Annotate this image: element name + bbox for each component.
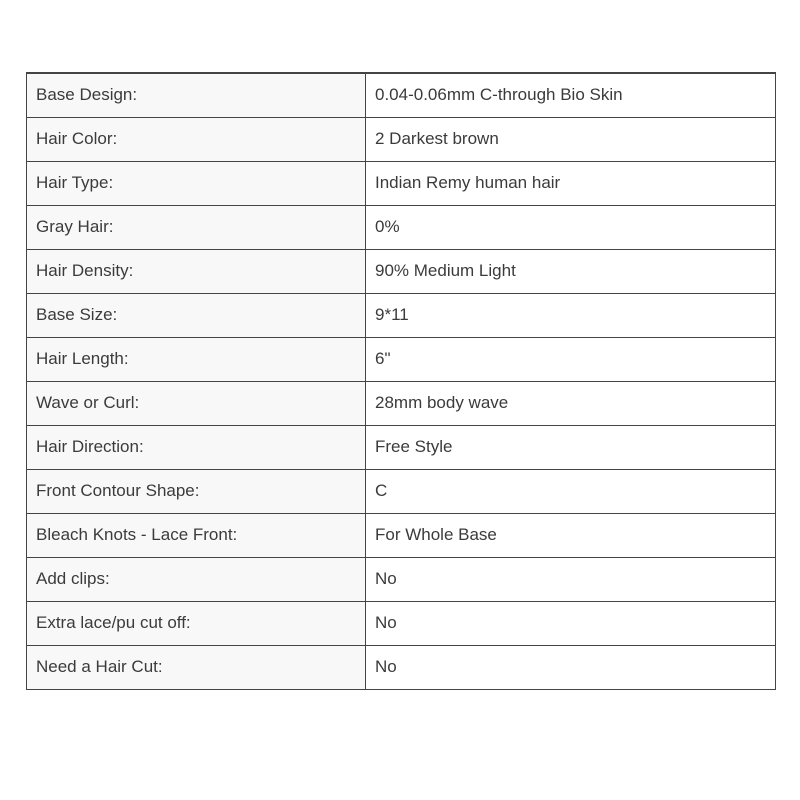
table-row	[27, 469, 776, 513]
spec-label-add-clips: Add clips:	[27, 557, 366, 601]
table-row	[27, 513, 776, 557]
spec-label-wave-or-curl: Wave or Curl:	[27, 381, 366, 425]
table-row	[27, 381, 776, 425]
spec-value-base-size: 9*11	[366, 293, 776, 337]
spec-value-hair-density: 90% Medium Light	[366, 249, 776, 293]
spec-value-hair-type: Indian Remy human hair	[366, 161, 776, 205]
spec-label-base-design: Base Design:	[27, 73, 366, 117]
spec-value-need-hair-cut: No	[366, 645, 776, 689]
spec-value-front-contour-shape: C	[366, 469, 776, 513]
table-row	[27, 425, 776, 469]
spec-value-gray-hair: 0%	[366, 205, 776, 249]
spec-value-hair-color: 2 Darkest brown	[366, 117, 776, 161]
spec-value-hair-direction: Free Style	[366, 425, 776, 469]
product-spec-table	[26, 72, 776, 690]
table-row	[27, 73, 776, 117]
spec-value-extra-lace-cut-off: No	[366, 601, 776, 645]
table-row	[27, 337, 776, 381]
spec-label-hair-direction: Hair Direction:	[27, 425, 366, 469]
spec-label-hair-color: Hair Color:	[27, 117, 366, 161]
spec-value-wave-or-curl: 28mm body wave	[366, 381, 776, 425]
spec-label-hair-length: Hair Length:	[27, 337, 366, 381]
spec-label-extra-lace-cut-off: Extra lace/pu cut off:	[27, 601, 366, 645]
table-row	[27, 205, 776, 249]
spec-value-add-clips: No	[366, 557, 776, 601]
table-row	[27, 601, 776, 645]
spec-value-bleach-knots: For Whole Base	[366, 513, 776, 557]
spec-table-body	[27, 73, 776, 689]
spec-label-base-size: Base Size:	[27, 293, 366, 337]
table-row	[27, 557, 776, 601]
table-row	[27, 249, 776, 293]
table-row	[27, 645, 776, 689]
spec-label-need-hair-cut: Need a Hair Cut:	[27, 645, 366, 689]
spec-label-front-contour-shape: Front Contour Shape:	[27, 469, 366, 513]
spec-value-base-design: 0.04-0.06mm C-through Bio Skin	[366, 73, 776, 117]
spec-label-hair-type: Hair Type:	[27, 161, 366, 205]
spec-label-gray-hair: Gray Hair:	[27, 205, 366, 249]
spec-value-hair-length: 6"	[366, 337, 776, 381]
table-row	[27, 117, 776, 161]
table-row	[27, 161, 776, 205]
table-row	[27, 293, 776, 337]
spec-label-hair-density: Hair Density:	[27, 249, 366, 293]
spec-label-bleach-knots: Bleach Knots - Lace Front:	[27, 513, 366, 557]
